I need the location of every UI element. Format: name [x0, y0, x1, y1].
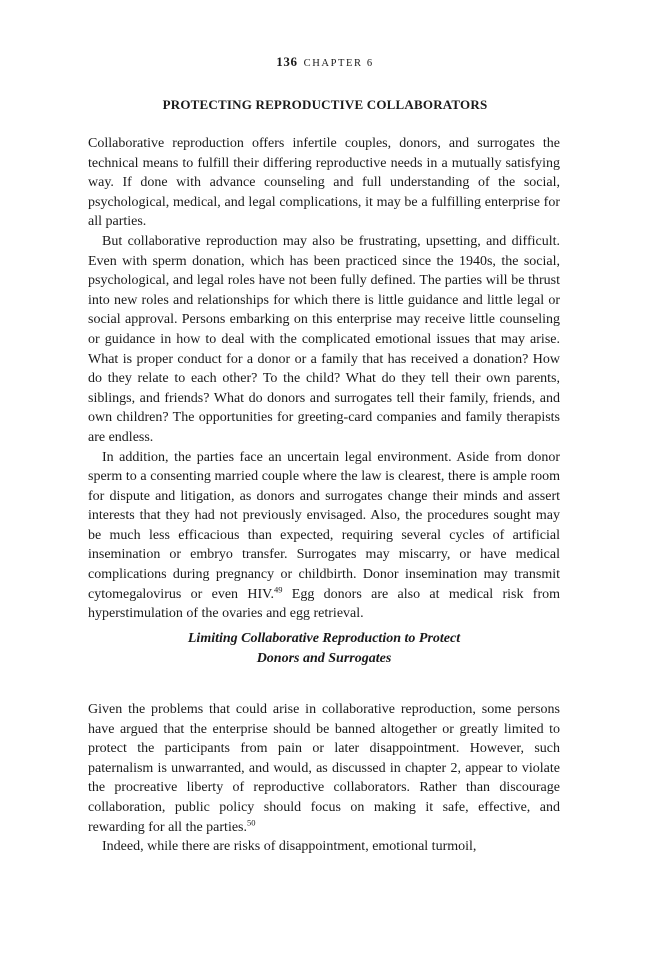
subsection-heading-line: Donors and Surrogates: [256, 651, 392, 666]
footnote-marker: 49: [273, 584, 283, 594]
chapter-label: CHAPTER 6: [303, 58, 374, 69]
section-heading: PROTECTING REPRODUCTIVE COLLABORATORS: [162, 97, 488, 112]
section-body: [88, 134, 560, 624]
paragraph-text: Given the problems that could arise in collaborative reproduction, some persons have argued that the enterprise should be banned altogether or greatly limited to protect the participants from pain or later disappointment. However, such paternalism is unwarranted, and would, as discussed in chapter 2, appear to violate the procreative liberty of reproductive collaborators. Rather than discourage collaboration, public policy should focus on making it safe, effective, and rewarding for all the parties.: [88, 702, 560, 835]
paragraph: [88, 700, 560, 837]
running-head: [0, 54, 650, 70]
paragraph-text: Egg donors are also at medical risk from hyperstimulation of the ovaries and egg retrieval.: [88, 586, 561, 622]
page-number: 136: [276, 54, 298, 69]
paragraph: Indeed, while there are risks of disappointment, emotional turmoil,: [102, 839, 477, 855]
paragraph-text: In addition, the parties face an uncertain legal environment. Aside from donor sperm to a consenting married couple where the law is clearest, there is ample room for dispute and litigation, as donors and surrogates change their minds and assert interests that they had not previously envisaged. Also, the procedures sought may be much less efficacious than expected, requiring several cycles of artificial insemination or embryo transfer. Surrogates may miscarry, or have medical complications during pregnancy or childbirth. Donor insemination may transmit cytomegalovirus or even HIV.: [88, 449, 560, 602]
subsection-heading-line: Limiting Collaborative Reproduction to Protect: [187, 631, 461, 646]
subsection-body: [88, 700, 560, 857]
paragraph: Collaborative reproduction offers infertile couples, donors, and surrogates the technical means to fulfill their differing reproductive needs in a mutually satisfying way. If done with advance counseling and full understanding of the social, psychological, medical, and legal complications, it may be a fulfilling enterprise for all parties.: [88, 136, 560, 230]
subsection-heading: [88, 629, 560, 669]
footnote-marker: 50: [247, 816, 256, 827]
paragraph: [88, 448, 560, 624]
paragraph: But collaborative reproduction may also be frustrating, upsetting, and difficult. Even with sperm donation, which has been practiced since the 1940s, the social, psychological, and legal roles have not been fully defined. The parties will be thrust into new roles and relationships for which there is little guidance and little legal or social approval. Persons embarking on this enterprise may receive little counseling or guidance in how to deal with the complicated emotional issues that may arise. What is proper conduct for a donor or a family that has received a donation? How do they relate to each other? To the child? What do they tell their own parents, siblings, and friends? What do donors and surrogates tell their family, friends, and own children? The opportunities for greeting-card companies and family therapists are endless.: [88, 233, 560, 445]
